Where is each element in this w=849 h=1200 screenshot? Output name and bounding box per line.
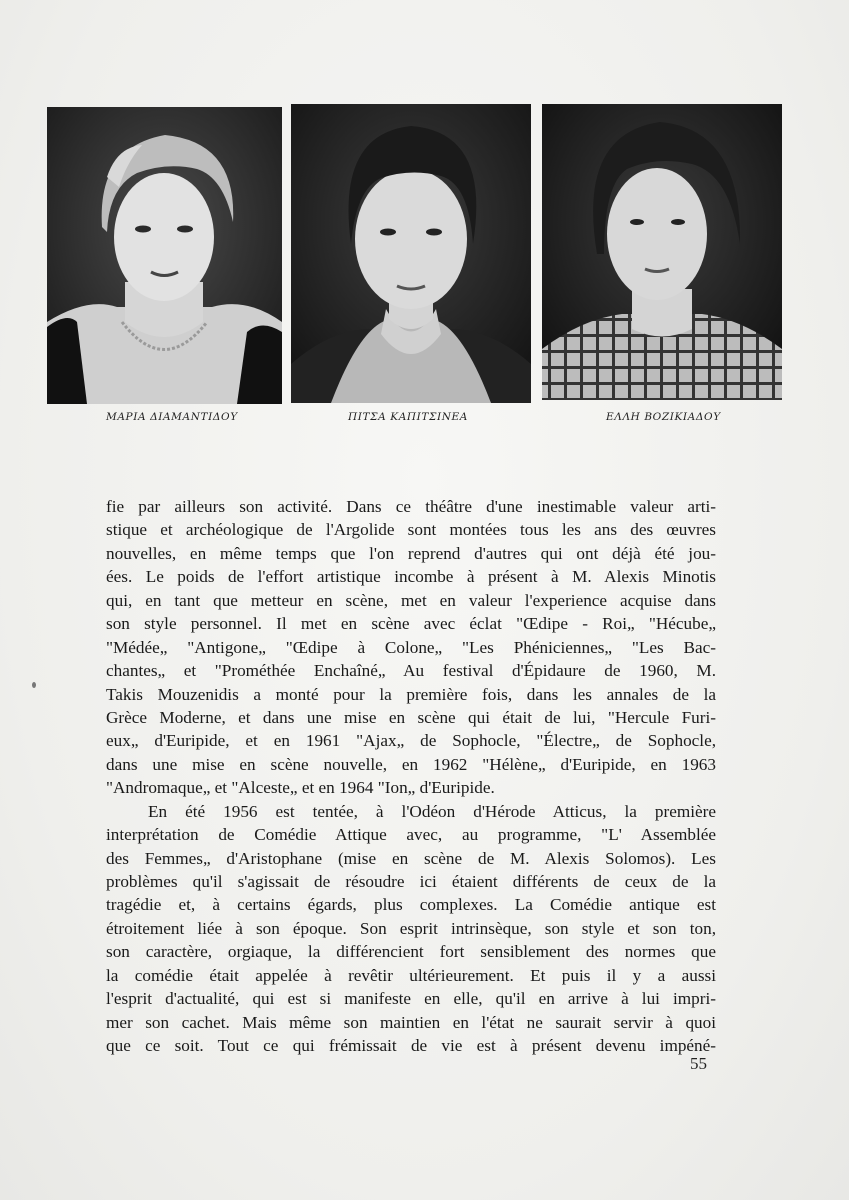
text-line: stique et archéologique de l'Argolide sont montées tous les ans des œuvres (106, 520, 716, 540)
text-line: des Femmes„ d'Aristophane (mise en scène de M. Alexis Solomos). Les (106, 848, 716, 868)
text-line: son style personnel. Il met en scène avec éclat "Œdipe - Roi„ "Hécube„ (106, 614, 716, 634)
text-line: tragédie et, à certains égards, plus complexes. La Comédie antique est (106, 895, 716, 915)
portrait-photo-elli-vozikiadou (542, 104, 782, 400)
text-line: que ce soit. Tout ce qui frémissait de vie est à présent devenu impéné- (106, 1036, 716, 1056)
text-line: eux„ d'Euripide, et en 1961 "Ajax„ de Sophocle, "Électre„ de Sophocle, (106, 731, 716, 751)
text-line: son caractère, orgiaque, la différencient fort sensiblement des normes que (106, 942, 716, 962)
portrait-photo-maria-diamantidou (47, 107, 282, 404)
page-number: 55 (690, 1054, 707, 1073)
body-text (106, 495, 716, 1058)
text-line: dans une mise en scène nouvelle, en 1962 "Hélène„ d'Euripide, en 1963 (106, 754, 716, 774)
text-line: "Andromaque„ et "Alceste„ et en 1964 "Ion„ d'Euripide. (106, 778, 495, 798)
text-line: chantes„ et "Prométhée Enchaîné„ Au festival d'Épidaure de 1960, M. (106, 661, 716, 681)
text-line: étroitement liée à son époque. Son esprit intrinsèque, son style et son ton, (106, 918, 716, 938)
text-line: l'esprit d'actualité, qui est si manifeste en elle, qu'il en arrive à lui impri- (106, 989, 716, 1009)
text-line: problèmes qu'il s'agissait de résoudre ici étaient différents de ceux de la (106, 872, 716, 891)
text-line: la comédie était appelée à revêtir ultérieurement. Et puis il y a aussi (106, 965, 716, 985)
photo-caption: ΜΑΡΙΑ ΔΙΑΜΑΝΤΙΔΟΥ (106, 411, 238, 423)
text-line: nouvelles, en même temps que l'on reprend d'autres qui ont déjà été jou- (106, 543, 716, 563)
text-line: qui, en tant que metteur en scène, met en valeur l'experience acquise dans (106, 590, 716, 610)
text-line: En été 1956 est tentée, à l'Odéon d'Hérode Atticus, la première (148, 801, 716, 821)
text-line: interprétation de Comédie Attique avec, au programme, "L' Assemblée (106, 825, 716, 845)
text-line: ées. Le poids de l'effort artistique incombe à présent à M. Alexis Minotis (106, 567, 716, 587)
text-line: Takis Mouzenidis a monté pour la première fois, dans les annales de la (106, 684, 716, 704)
paper-speck (32, 682, 36, 688)
text-line: fie par ailleurs son activité. Dans ce théâtre d'une inestimable valeur arti- (106, 497, 716, 516)
photo-caption: ΠΙΤΣΑ ΚΑΠΙΤΣΙΝΕΑ (348, 411, 468, 423)
portrait-photo-pitsa-kapitsinea (291, 104, 531, 403)
text-line: Grèce Moderne, et dans une mise en scène qui était de lui, "Hercule Furi- (106, 707, 716, 727)
photo-caption: ΕΛΛΗ ΒΟΖΙΚΙΑΔΟΥ (606, 411, 721, 423)
text-line: mer son cachet. Mais même son maintien en l'état ne saurait servir à quoi (106, 1012, 716, 1032)
text-line: "Médée„ "Antigone„ "Œdipe à Colone„ "Les Phéniciennes„ "Les Bac- (106, 637, 716, 657)
